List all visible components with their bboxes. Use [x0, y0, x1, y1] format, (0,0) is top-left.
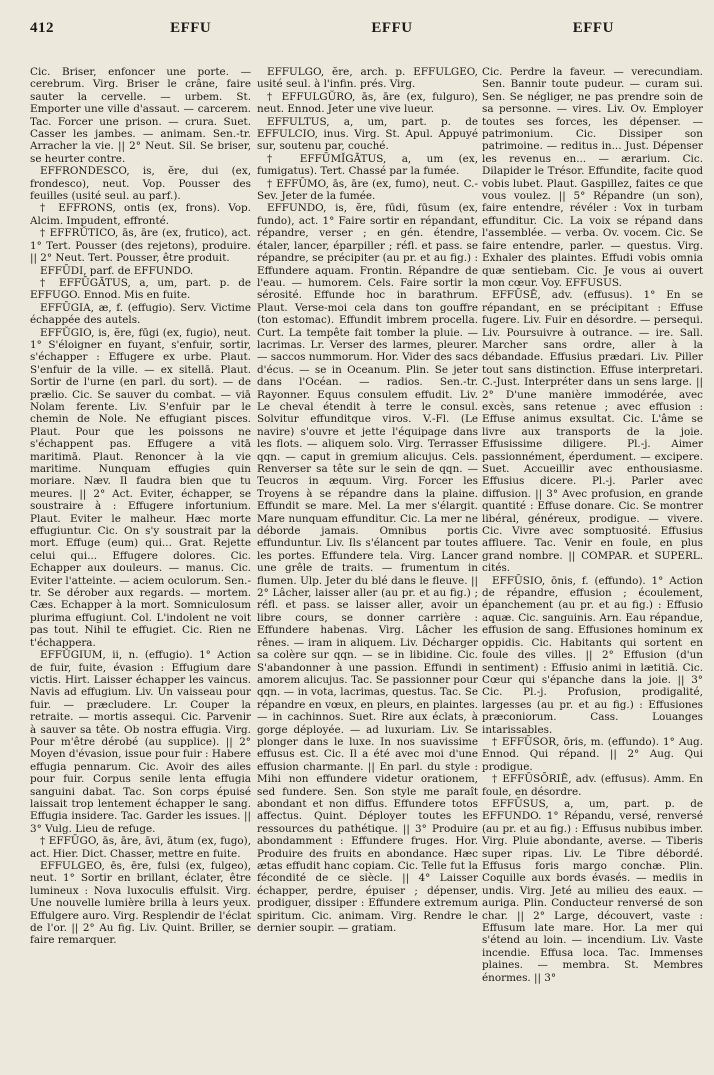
dictionary-entry: † EFFŪSOR, ōris, m. (effundo). 1° Aug. Ennod. Qui répand. || 2° Aug. Qui prodigue.: [482, 735, 703, 773]
headword-middle: EFFU: [371, 20, 413, 36]
dictionary-entry: † EFFŪGĀTUS, a, um, part. p. de EFFUGO. Ennod. Mis en fuite.: [30, 276, 251, 302]
column-right: [482, 66, 703, 1056]
dictionary-entry: EFFULGO, ĕre, arch. p. EFFULGEO, usité seul. à l'infin. prés. Virg.: [257, 66, 478, 91]
dictionary-entry: Cic. Perdre la faveur. — verecundiam. Sen. Bannir toute pudeur. — curam sui. Sen. Se négliger, ne pas prendre soin de sa personne. — vires. Liv. Ov. Employer toutes ses forces, les dépenser. — patrimonium. Cic. Dissiper son patrimoine. — reditus in... Just. Dépenser les revenus en... — ærarium. Cic. Dilapider le Trésor. Effundite, facite quod vobis lubet. Plaut. Gaspillez, faites ce que vous voulez. || 5° Répandre (un son), faire entendre, révéler : Vox in turbam effunditur. Cic. La voix se répand dans l'assemblée. — verba. Ov. vocem. Cic. Se faire entendre, parler. — questus. Virg. Exhaler des plaintes. Effudi vobis omnia quæ sentiebam. Cic. Je vous ai ouvert mon cœur. Voy. EFFUSUS.: [482, 66, 703, 289]
dictionary-entry: EFFŪSUS, a, um, part. p. de EFFUNDO. 1° Répandu, versé, renversé (au pr. et au fig.) : Effusus nubibus imber. Virg. Pluie abondante, averse. — Tiberis super ripas. Liv. Le Tibre débordé. Effusus foris margo conchæ. Plin. Coquille aux bords évasés. — mediis in undis. Virg. Jeté au milieu des eaux. — auriga. Plin. Conducteur renversé de son char. || 2° Large, découvert, vaste : Effusum late mare. Hor. La mer qui s'étend au loin. — incendium. Liv. Vaste incendie. Effusa loca. Tac. Immenses plaines. — membra. St. Membres énormes. || 3°: [482, 797, 703, 984]
dictionary-entry: EFFRONDESCO, is, ĕre, dui (ex, frondesco), neut. Vop. Pousser des feuilles (usité seul. au parf.).: [30, 165, 251, 203]
dictionary-entry: EFFŬGIO, is, ĕre, fūgi (ex, fugio), neut. 1° S'éloigner en fuyant, s'enfuir, sortir, s'échapper : Effugere ex urbe. Plaut. S'enfuir de la ville. — ex sitellā. Plaut. Sortir de l'urne (en parl. du sort). — de prælio. Cic. Se sauver du combat. — viā Nolam ferente. Liv. S'enfuir par le chemin de Nole. Ne effugiant pisces. Plaut. Pour que les poissons ne s'échappent pas. Effugere a vitā maritimā. Plaut. Renoncer à la vie maritime. Nunquam effugies quin moriare. Næv. Il faudra bien que tu meures. || 2° Act. Eviter, échapper, se soustraire à : Effugere infortunium. Plaut. Eviter le malheur. Hæc morte effugiuntur. Cic. On s'y soustrait par la mort. Effuge (eum) qui... Grat. Rejette celui qui... Effugere dolores. Cic. Echapper aux douleurs. — manus. Cic. Eviter l'atteinte. — aciem oculorum. Sen.-tr. Se dérober aux regards. — mortem. Cæs. Echapper à la mort. Somniculosum plurima effugiunt. Col. L'indolent ne voit pas tout. Nihil te effugiet. Cic. Rien ne t'échappera.: [30, 326, 251, 649]
dictionary-entry: EFFŪSIO, ōnis, f. (effundo). 1° Action de répandre, effusion ; écoulement, épanchement (au pr. et au fig.) : Effusio aquæ. Cic. sanguinis. Arn. Eau répandue, effusion de sang. Effusiones hominum ex oppidis. Cic. Habitants qui sortent en foule des villes. || 2° Effusion (d'un sentiment) : Effusio animi in lætitiā. Cic. Cœur qui s'épanche dans la joie. || 3° Cic. Pl.-j. Profusion, prodigalité, largesses (au pr. et au fig.) : Effusiones præconiorum. Cass. Louanges intarissables.: [482, 574, 703, 736]
column-middle: [257, 66, 478, 1056]
dictionary-entry: † EFFRONS, ontis (ex, frons). Vop. Alcim. Impudent, effronté.: [30, 202, 251, 227]
dictionary-entry: † EFFULGŬRO, ās, āre (ex, fulguro), neut. Ennod. Jeter une vive lueur.: [257, 90, 478, 116]
dictionary-entry: † EFFŪSŌRIĒ, adv. (effusus). Amm. En foule, en désordre.: [482, 773, 703, 798]
dictionary-entry: † EFFŪMĬGĀTUS, a, um (ex, fumigatus). Tert. Chassé par la fumée.: [257, 152, 478, 178]
dictionary-entry: EFFUNDO, is, ĕre, fūdi, fūsum (ex, fundo), act. 1° Faire sortir en répandant, répandre, verser ; en gén. étendre, étaler, lancer, éparpiller ; réfl. et pass. se répandre, se précipiter (au pr. et au fig.) : Effundere aquam. Frontin. Répandre de l'eau. — humorem. Cels. Faire sortir la sérosité. Effunde hoc in barathrum. Plaut. Verse-moi cela dans ton gouffre (ton estomac). Effundit imbrem procella. Curt. La tempête fait tomber la pluie. — lacrimas. Lr. Verser des larmes, pleurer. — saccos nummorum. Hor. Vider des sacs d'écus. — se in Oceanum. Plin. Se jeter dans l'Océan. — radios. Sen.-tr. Rayonner. Equus consulem effudit. Liv. Le cheval étendit à terre le consul. Solvitur effunditque viros. V.-Fl. (Le navire) s'ouvre et jette l'équipage dans les flots. — aliquem solo. Virg. Terrasser qqn. — caput in gremium alicujus. Cels. Renverser sa tête sur le sein de qqn. — Teucros in æquum. Virg. Forcer les Troyens à se répandre dans la plaine. Effundit se mare. Mel. La mer s'élargit. Mare nunquam effunditur. Cic. La mer ne déborde jamais. Omnibus portis effunduntur. Liv. Ils s'élancent par toutes les portes. Effundere tela. Virg. Lancer une grêle de traits. — frumentum in flumen. Ulp. Jeter du blé dans le fleuve. || 2° Lâcher, laisser aller (au pr. et au fig.) ; réfl. et pass. se laisser aller, avoir un libre cours, se donner carrière : Effundere habenas. Virg. Lâcher les rênes. — iram in aliquem. Liv. Décharger sa colère sur qqn. — se in libidine. Cic. S'abandonner à une passion. Effundi in amorem alicujus. Tac. Se passionner pour qqn. — in vota, lacrimas, questus. Tac. Se répandre en vœux, en pleurs, en plaintes. — in cachinnos. Suet. Rire aux éclats, à gorge déployée. — ad luxuriam. Liv. Se plonger dans le luxe. In nos suavissime effusus est. Cic. Il a été avec moi d'une effusion charmante. || En parl. du style : Mihi non effundere videtur orationem, sed fundere. Sen. Son style me paraît abondant et non diffus. Effundere totos affectus. Quint. Déployer toutes les ressources du pathétique. || 3° Produire abondamment : Effundere fruges. Hor. Produire des fruits en abondance. Hæc ætas effudit hanc copiam. Cic. Telle fut la fécondité de ce siècle. || 4° Laisser échapper, perdre, épuiser ; dépenser, prodiguer, dissiper : Effundere extremum spiritum. Cic. animam. Virg. Rendre le dernier soupir. — gratiam.: [257, 202, 478, 935]
dictionary-entry: EFFŬGIUM, ii, n. (effugio). 1° Action de fuir, fuite, évasion : Effugium dare victis. Hirt. Laisser échapper les vaincus. Navis ad effugium. Liv. Un vaisseau pour fuir. — præcludere. Lr. Couper la retraite. — mortis assequi. Cic. Parvenir à sauver sa tête. Ob nostra effugia. Virg. Pour m'être dérobé (au supplice). || 2° Moyen d'évasion, issue pour fuir : Habere effugia pennarum. Cic. Avoir des ailes pour fuir. Corpus senile lenta effugia sanguini dabat. Tac. Son corps épuisé laissait trop lentement échapper le sang. Effugia insidere. Tac. Garder les issues. || 3° Vulg. Lieu de refuge.: [30, 649, 251, 835]
dictionary-entry: EFFULTUS, a, um, part. p. de EFFULCIO, inus. Virg. St. Apul. Appuyé sur, soutenu par, couché.: [257, 115, 478, 153]
page-number: 412: [30, 20, 54, 36]
dictionary-entry: EFFŪGIA, æ, f. (effugio). Serv. Victime échappée des autels.: [30, 301, 251, 327]
headword-left: EFFU: [170, 20, 212, 36]
dictionary-entry: † EFFŪMO, ās, āre (ex, fumo), neut. C.-Sev. Jeter de la fumée.: [257, 177, 478, 203]
column-left: [30, 66, 251, 1056]
headword-right: EFFU: [572, 20, 614, 36]
dictionary-entry: EFFŪDI, parf. de EFFUNDO.: [40, 264, 194, 277]
dictionary-entry: EFFŪSĒ, adv. (effusus). 1° En se répandant, en se précipitant : Effuse fugere. Liv. Fuir en désordre. — persequi. Liv. Poursuivre à outrance. — ire. Sall. Marcher sans ordre, aller à la débandade. Effusius prædari. Liv. Piller tout sans distinction. Effuse interpretari. C.-Just. Interpréter dans un sens large. || 2° D'une manière immodérée, avec excès, sans retenue ; avec effusion : Effuse animus exsultat. Cic. L'âme se livre aux transports de la joie. Effusissime diligere. Pl.-j. Aimer passionnément, éperdument. — excipere. Suet. Accueillir avec enthousiasme. Effusius dicere. Pl.-j. Parler avec diffusion. || 3° Avec profusion, en grande quantité : Effuse donare. Cic. Se montrer libéral, généreux, prodigue. — vivere. Cic. Vivre avec somptuosité. Effusius affluere. Tac. Venir en foule, en plus grand nombre. || COMPAR. et SUPERL. cités.: [482, 289, 703, 575]
dictionary-entry: EFFULGEO, ēs, ēre, fulsi (ex, fulgeo), neut. 1° Sortir en brillant, éclater, être lumineux : Nova luxoculis effulsit. Virg. Une nouvelle lumière brilla à leurs yeux. Effulgere auro. Virg. Resplendir de l'éclat de l'or. || 2° Au fig. Liv. Quint. Briller, se faire remarquer.: [30, 860, 251, 947]
dictionary-entry: † EFFŪGO, ās, āre, āvi, ātum (ex, fugo), act. Hier. Dict. Chasser, mettre en fuite.: [30, 835, 251, 860]
dictionary-entry: Cic. Briser, enfoncer une porte. — cerebrum. Virg. Briser le crâne, faire sauter la cervelle. — urbem. St. Emporter une ville d'assaut. — carcerem. Tac. Forcer une prison. — crura. Suet. Casser les jambes. — animam. Sen.-tr. Arracher la vie. || 2° Neut. Sil. Se briser, se heurter contre.: [30, 66, 251, 165]
dictionary-entry: † EFFRŬTICO, ās, āre (ex, frutico), act. 1° Tert. Pousser (des rejetons), produire. || 2° Neut. Tert. Pousser, être produit.: [30, 227, 251, 265]
running-header: [30, 20, 694, 42]
